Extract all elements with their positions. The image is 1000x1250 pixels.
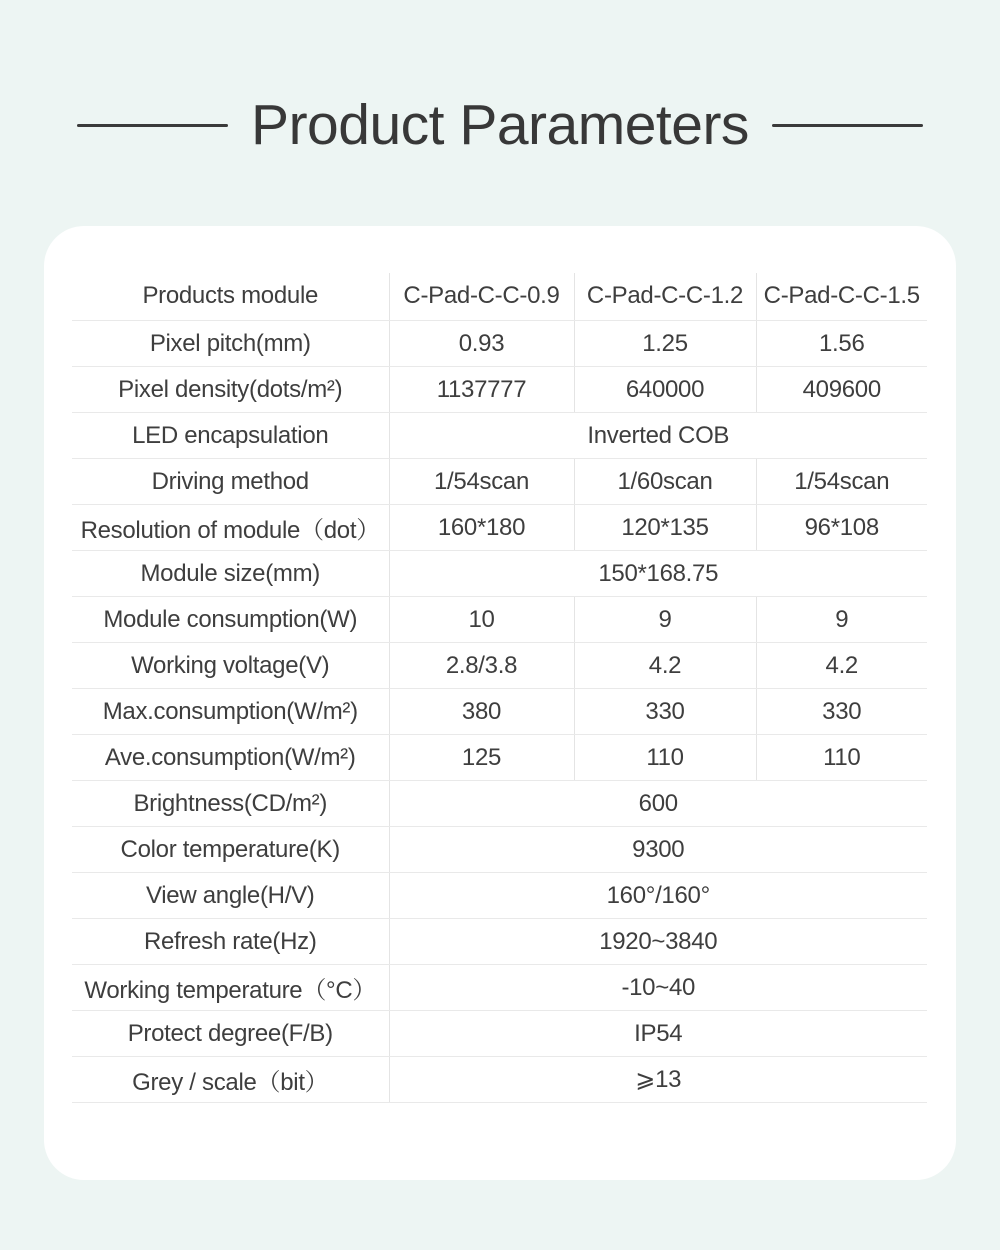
table-row — [72, 505, 927, 551]
cell-value-span: ⩾13 — [389, 1057, 927, 1103]
cell-value: 0.93 — [389, 321, 574, 367]
cell-value: 330 — [756, 689, 927, 735]
row-label: Pixel pitch(mm) — [72, 321, 389, 367]
title-rule-right — [772, 124, 923, 127]
row-label: LED encapsulation — [72, 413, 389, 459]
table-row — [72, 873, 927, 919]
row-label: Protect degree(F/B) — [72, 1011, 389, 1057]
page-title: Product Parameters — [251, 93, 749, 157]
table-row — [72, 735, 927, 781]
table-row — [72, 413, 927, 459]
table-row — [72, 1011, 927, 1057]
row-label: Module consumption(W) — [72, 597, 389, 643]
table-row — [72, 781, 927, 827]
cell-value: 9 — [756, 597, 927, 643]
title-section — [0, 0, 1000, 157]
row-label: Pixel density(dots/m²) — [72, 367, 389, 413]
cell-value: 9 — [574, 597, 756, 643]
row-label: Brightness(CD/m²) — [72, 781, 389, 827]
column-header: C-Pad-C-C-1.5 — [756, 273, 927, 321]
title-rule-left — [77, 124, 228, 127]
cell-value-span: 600 — [389, 781, 927, 827]
product-parameters-table — [72, 273, 927, 1104]
table-row — [72, 919, 927, 965]
column-header: C-Pad-C-C-1.2 — [574, 273, 756, 321]
cell-value-span: 9300 — [389, 827, 927, 873]
cell-value: 330 — [574, 689, 756, 735]
cell-value: 4.2 — [756, 643, 927, 689]
table-row — [72, 597, 927, 643]
cell-value: 2.8/3.8 — [389, 643, 574, 689]
table-row — [72, 689, 927, 735]
cell-value: 96*108 — [756, 505, 927, 551]
row-label: Resolution of module（dot） — [72, 505, 389, 551]
cell-value-span: Inverted COB — [389, 413, 927, 459]
cell-value: 1/54scan — [756, 459, 927, 505]
row-label: Color temperature(K) — [72, 827, 389, 873]
cell-value: 1.25 — [574, 321, 756, 367]
table-row — [72, 321, 927, 367]
cell-value: 1/54scan — [389, 459, 574, 505]
cell-value-span: 1920~3840 — [389, 919, 927, 965]
table-row — [72, 827, 927, 873]
table-row — [72, 551, 927, 597]
cell-value: 640000 — [574, 367, 756, 413]
column-header: C-Pad-C-C-0.9 — [389, 273, 574, 321]
table-header-row — [72, 273, 927, 321]
cell-value: 110 — [574, 735, 756, 781]
table-row — [72, 459, 927, 505]
row-label: Driving method — [72, 459, 389, 505]
cell-value-span: IP54 — [389, 1011, 927, 1057]
row-label: Max.consumption(W/m²) — [72, 689, 389, 735]
row-label: Ave.consumption(W/m²) — [72, 735, 389, 781]
cell-value: 110 — [756, 735, 927, 781]
table-row — [72, 965, 927, 1011]
cell-value: 409600 — [756, 367, 927, 413]
spec-card — [44, 226, 956, 1180]
cell-value-span: 150*168.75 — [389, 551, 927, 597]
cell-value-span: -10~40 — [389, 965, 927, 1011]
column-header: Products module — [72, 273, 389, 321]
cell-value: 125 — [389, 735, 574, 781]
cell-value: 120*135 — [574, 505, 756, 551]
cell-value: 1.56 — [756, 321, 927, 367]
table-row — [72, 367, 927, 413]
table-row — [72, 1057, 927, 1103]
cell-value: 1/60scan — [574, 459, 756, 505]
cell-value-span: 160°/160° — [389, 873, 927, 919]
cell-value: 10 — [389, 597, 574, 643]
cell-value: 160*180 — [389, 505, 574, 551]
row-label: View angle(H/V) — [72, 873, 389, 919]
row-label: Working voltage(V) — [72, 643, 389, 689]
row-label: Module size(mm) — [72, 551, 389, 597]
cell-value: 1137777 — [389, 367, 574, 413]
cell-value: 4.2 — [574, 643, 756, 689]
row-label: Refresh rate(Hz) — [72, 919, 389, 965]
row-label: Working temperature（°C） — [72, 965, 389, 1011]
row-label: Grey / scale（bit） — [72, 1057, 389, 1103]
table-row — [72, 643, 927, 689]
cell-value: 380 — [389, 689, 574, 735]
